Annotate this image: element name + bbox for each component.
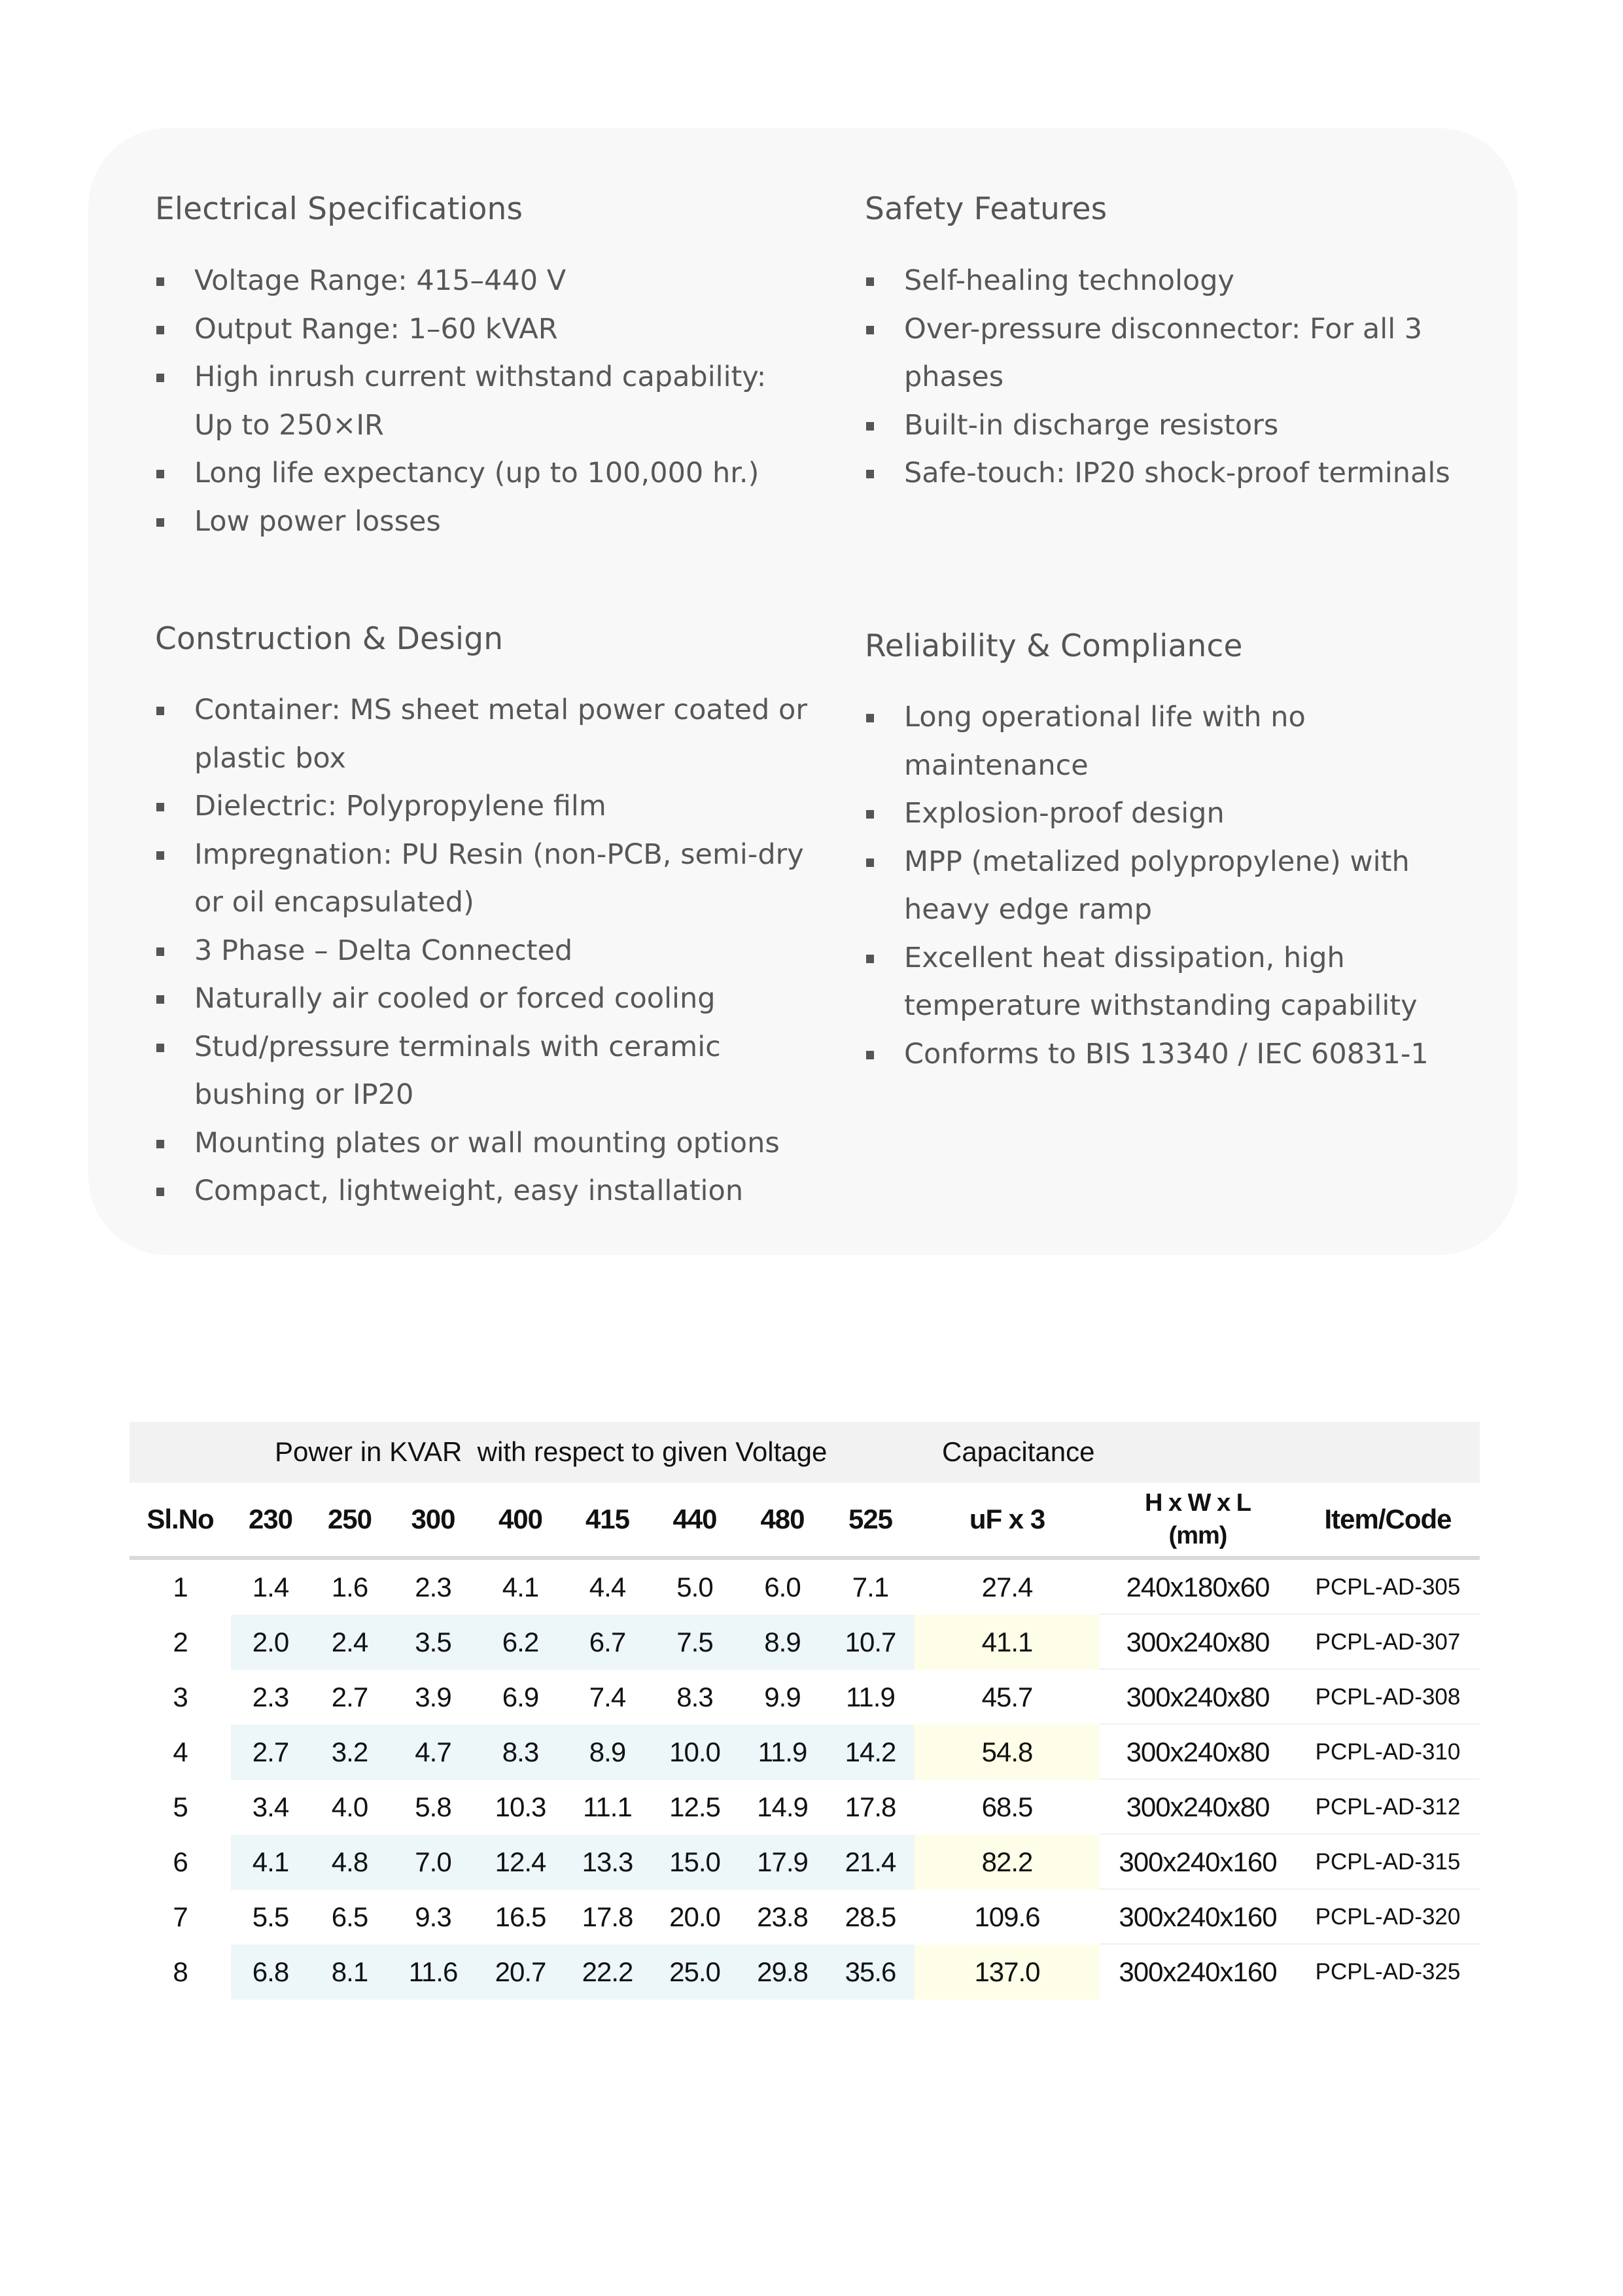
cell-v415: 4.4 bbox=[589, 1572, 626, 1602]
bullet-list bbox=[865, 694, 1493, 1078]
list-item bbox=[155, 498, 809, 546]
cell-v415: 11.1 bbox=[583, 1792, 632, 1822]
cell-cap: 82.2 bbox=[915, 1835, 1100, 1890]
cell-v300: 3.5 bbox=[389, 1615, 477, 1670]
square-bullet-icon bbox=[156, 518, 164, 527]
column-header-250: 250 bbox=[327, 1504, 372, 1534]
list-item-text: Explosion-proof design bbox=[904, 797, 1225, 830]
list-item bbox=[155, 783, 829, 831]
table-row bbox=[130, 1780, 1480, 1835]
cell-cap: 109.6 bbox=[974, 1901, 1040, 1932]
list-item-text: Over-pressure disconnector: For all 3 phases bbox=[904, 312, 1423, 393]
list-item bbox=[155, 1120, 829, 1168]
square-bullet-icon bbox=[866, 326, 874, 334]
cell-v525: 17.8 bbox=[845, 1792, 896, 1822]
list-item-text: Long operational life with no maintenance bbox=[904, 701, 1306, 782]
cell-v230: 2.0 bbox=[231, 1615, 310, 1670]
list-item-text: Low power losses bbox=[194, 504, 441, 538]
cell-code: PCPL-AD-325 bbox=[1315, 1959, 1461, 1985]
list-item-text: Compact, lightweight, easy installation bbox=[194, 1174, 744, 1207]
square-bullet-icon bbox=[156, 374, 164, 382]
square-bullet-icon bbox=[156, 947, 164, 956]
cell-v250: 4.0 bbox=[331, 1792, 368, 1822]
dimensions-header-line2: (mm) bbox=[1168, 1522, 1227, 1549]
square-bullet-icon bbox=[156, 326, 164, 334]
list-item-text: Stud/pressure terminals with ceramic bushing or IP20 bbox=[194, 1030, 721, 1111]
list-item-text: Output Range: 1–60 kVAR bbox=[194, 312, 558, 345]
cell-sl: 6 bbox=[173, 1846, 188, 1877]
list-item-text: Conforms to BIS 13340 / IEC 60831-1 bbox=[904, 1037, 1429, 1070]
column-header-400: 400 bbox=[498, 1504, 543, 1534]
capacitance-group-header: Capacitance bbox=[942, 1436, 1095, 1467]
list-item-text: Dielectric: Polypropylene film bbox=[194, 790, 606, 822]
table-row bbox=[130, 1725, 1480, 1780]
cell-cap: 137.0 bbox=[915, 1945, 1100, 2000]
cell-sl: 4 bbox=[173, 1737, 188, 1767]
column-header-440: 440 bbox=[672, 1504, 717, 1534]
cell-dim: 240x180x60 bbox=[1126, 1572, 1270, 1602]
table-row bbox=[130, 1890, 1480, 1945]
cell-v525: 10.7 bbox=[826, 1615, 915, 1670]
cell-v440: 20.0 bbox=[669, 1901, 720, 1932]
cell-dim: 300x240x80 bbox=[1126, 1627, 1270, 1657]
electrical-specifications-section bbox=[155, 190, 809, 546]
cell-v415: 6.7 bbox=[564, 1615, 651, 1670]
cell-code: PCPL-AD-305 bbox=[1315, 1574, 1461, 1600]
list-item-text: MPP (metalized polypropylene) with heavy edge ramp bbox=[904, 845, 1410, 926]
square-bullet-icon bbox=[866, 714, 874, 722]
cell-v250: 6.5 bbox=[331, 1901, 368, 1932]
cell-sl: 8 bbox=[173, 1956, 188, 1987]
cell-v440: 12.5 bbox=[669, 1792, 720, 1822]
cell-code: PCPL-AD-312 bbox=[1315, 1794, 1461, 1820]
square-bullet-icon bbox=[866, 470, 874, 478]
cell-v525: 35.6 bbox=[826, 1945, 915, 2000]
bullet-list bbox=[155, 257, 809, 546]
table-row bbox=[130, 1670, 1480, 1725]
list-item bbox=[155, 1167, 829, 1216]
cell-code: PCPL-AD-310 bbox=[1315, 1739, 1461, 1765]
square-bullet-icon bbox=[156, 470, 164, 478]
square-bullet-icon bbox=[156, 803, 164, 811]
square-bullet-icon bbox=[866, 858, 874, 867]
bullet-list bbox=[865, 257, 1493, 498]
cell-dim: 300x240x80 bbox=[1126, 1792, 1270, 1822]
cell-v250: 2.4 bbox=[310, 1615, 389, 1670]
cell-v400: 16.5 bbox=[495, 1901, 546, 1932]
cell-v415: 13.3 bbox=[564, 1835, 651, 1890]
cell-cap: 54.8 bbox=[915, 1725, 1100, 1780]
list-item bbox=[155, 975, 829, 1023]
cell-v480: 14.9 bbox=[757, 1792, 808, 1822]
table-row bbox=[130, 1945, 1480, 2000]
table-column-header-row bbox=[130, 1483, 1480, 1556]
list-item-text: Container: MS sheet metal power coated or plastic box bbox=[194, 694, 807, 775]
cell-dim: 300x240x160 bbox=[1119, 1846, 1277, 1877]
list-item-text: Naturally air cooled or forced cooling bbox=[194, 982, 716, 1015]
list-item bbox=[865, 306, 1493, 402]
cell-v525: 14.2 bbox=[826, 1725, 915, 1780]
cell-sl: 5 bbox=[173, 1792, 188, 1822]
cell-code: PCPL-AD-308 bbox=[1315, 1684, 1461, 1710]
cell-dim: 300x240x160 bbox=[1119, 1901, 1277, 1932]
cell-v525: 28.5 bbox=[845, 1901, 896, 1932]
cell-code: PCPL-AD-320 bbox=[1315, 1904, 1461, 1930]
cell-cap: 27.4 bbox=[981, 1572, 1033, 1602]
cell-v480: 6.0 bbox=[764, 1572, 801, 1602]
reliability-compliance-section bbox=[865, 627, 1493, 1078]
cell-v440: 7.5 bbox=[651, 1615, 739, 1670]
cell-v300: 7.0 bbox=[389, 1835, 477, 1890]
square-bullet-icon bbox=[156, 995, 164, 1004]
column-header-300: 300 bbox=[411, 1504, 455, 1534]
cell-v480: 11.9 bbox=[739, 1725, 826, 1780]
cell-sl: 7 bbox=[173, 1901, 188, 1932]
square-bullet-icon bbox=[866, 277, 874, 286]
cell-v300: 9.3 bbox=[415, 1901, 451, 1932]
cell-v230: 4.1 bbox=[231, 1835, 310, 1890]
square-bullet-icon bbox=[866, 1051, 874, 1059]
cell-v250: 8.1 bbox=[310, 1945, 389, 2000]
table-row bbox=[130, 1835, 1480, 1890]
cell-code: PCPL-AD-315 bbox=[1315, 1849, 1461, 1875]
kvar-spec-table bbox=[130, 1422, 1480, 2000]
square-bullet-icon bbox=[156, 851, 164, 860]
cell-v230: 2.3 bbox=[252, 1682, 289, 1712]
list-item bbox=[155, 686, 829, 783]
cell-v440: 15.0 bbox=[651, 1835, 739, 1890]
dimensions-header-line1: H x W x L bbox=[1144, 1489, 1251, 1517]
cell-cap: 68.5 bbox=[981, 1792, 1033, 1822]
cell-v300: 4.7 bbox=[389, 1725, 477, 1780]
table-row bbox=[130, 1615, 1480, 1670]
cell-sl: 3 bbox=[173, 1682, 188, 1712]
cell-v400: 6.9 bbox=[502, 1682, 539, 1712]
cell-v400: 8.3 bbox=[477, 1725, 564, 1780]
list-item-text: 3 Phase – Delta Connected bbox=[194, 934, 573, 967]
cell-dim: 300x240x80 bbox=[1126, 1682, 1270, 1712]
construction-design-section bbox=[155, 620, 829, 1216]
cell-v480: 8.9 bbox=[739, 1615, 826, 1670]
cell-v230: 1.4 bbox=[252, 1572, 289, 1602]
list-item bbox=[865, 934, 1493, 1031]
column-header-item-code: Item/Code bbox=[1324, 1504, 1452, 1534]
column-header-230: 230 bbox=[248, 1504, 293, 1534]
power-group-header: Power in KVAR with respect to given Voltage bbox=[275, 1436, 828, 1467]
cell-v230: 5.5 bbox=[252, 1901, 289, 1932]
cell-v300: 3.9 bbox=[415, 1682, 451, 1712]
cell-v250: 1.6 bbox=[331, 1572, 368, 1602]
list-item bbox=[865, 450, 1493, 498]
cell-v400: 10.3 bbox=[495, 1792, 546, 1822]
cell-v415: 17.8 bbox=[582, 1901, 633, 1932]
cell-v440: 25.0 bbox=[651, 1945, 739, 2000]
list-item bbox=[155, 1023, 829, 1120]
list-item bbox=[155, 353, 809, 450]
cell-v400: 6.2 bbox=[477, 1615, 564, 1670]
list-item bbox=[865, 257, 1493, 306]
table-body bbox=[130, 1560, 1480, 2000]
cell-v250: 3.2 bbox=[310, 1725, 389, 1780]
column-header-dimensions bbox=[1100, 1483, 1296, 1556]
cell-v400: 4.1 bbox=[502, 1572, 539, 1602]
cell-v400: 12.4 bbox=[477, 1835, 564, 1890]
cell-v300: 11.6 bbox=[389, 1945, 477, 2000]
cell-v415: 7.4 bbox=[589, 1682, 626, 1712]
list-item bbox=[155, 257, 809, 306]
square-bullet-icon bbox=[866, 955, 874, 963]
square-bullet-icon bbox=[156, 277, 164, 286]
list-item-text: Long life expectancy (up to 100,000 hr.) bbox=[194, 457, 759, 489]
square-bullet-icon bbox=[156, 1044, 164, 1052]
list-item bbox=[155, 927, 829, 976]
cell-v525: 11.9 bbox=[846, 1682, 895, 1712]
square-bullet-icon bbox=[156, 1188, 164, 1196]
square-bullet-icon bbox=[866, 810, 874, 819]
list-item-text: Safe-touch: IP20 shock-proof terminals bbox=[904, 457, 1450, 489]
list-item bbox=[865, 790, 1493, 838]
column-header-525: 525 bbox=[848, 1504, 893, 1534]
cell-v230: 2.7 bbox=[231, 1725, 310, 1780]
cell-sl: 1 bbox=[173, 1572, 188, 1602]
cell-v250: 2.7 bbox=[331, 1682, 368, 1712]
cell-v400: 20.7 bbox=[477, 1945, 564, 2000]
list-item bbox=[155, 450, 809, 498]
square-bullet-icon bbox=[866, 422, 874, 431]
cell-v250: 4.8 bbox=[310, 1835, 389, 1890]
list-item bbox=[865, 402, 1493, 450]
column-header-480: 480 bbox=[760, 1504, 805, 1534]
list-item bbox=[865, 838, 1493, 934]
table-row bbox=[130, 1560, 1480, 1615]
cell-v440: 5.0 bbox=[676, 1572, 713, 1602]
cell-v230: 3.4 bbox=[252, 1792, 289, 1822]
cell-dim: 300x240x80 bbox=[1126, 1737, 1270, 1767]
cell-v525: 7.1 bbox=[852, 1572, 889, 1602]
cell-v440: 10.0 bbox=[651, 1725, 739, 1780]
cell-v415: 8.9 bbox=[564, 1725, 651, 1780]
list-item-text: Excellent heat dissipation, high temperature withstanding capability bbox=[904, 941, 1418, 1022]
column-header-sl-no: Sl.No bbox=[147, 1504, 214, 1534]
bullet-list bbox=[155, 686, 829, 1216]
cell-dim: 300x240x160 bbox=[1119, 1956, 1277, 1987]
cell-sl: 2 bbox=[173, 1627, 188, 1657]
cell-v480: 23.8 bbox=[757, 1901, 808, 1932]
list-item bbox=[155, 306, 809, 354]
cell-v480: 9.9 bbox=[764, 1682, 801, 1712]
cell-v230: 6.8 bbox=[231, 1945, 310, 2000]
cell-v300: 2.3 bbox=[415, 1572, 451, 1602]
cell-v300: 5.8 bbox=[415, 1792, 451, 1822]
square-bullet-icon bbox=[156, 707, 164, 715]
list-item-text: Voltage Range: 415–440 V bbox=[194, 264, 567, 297]
safety-features-section bbox=[865, 190, 1493, 498]
list-item-text: Mounting plates or wall mounting options bbox=[194, 1126, 780, 1159]
column-header-capacitance: uF x 3 bbox=[969, 1504, 1045, 1534]
list-item bbox=[155, 831, 829, 927]
cell-cap: 41.1 bbox=[915, 1615, 1100, 1670]
cell-v440: 8.3 bbox=[676, 1682, 713, 1712]
section-title: Electrical Specifications bbox=[155, 191, 523, 227]
table-group-header bbox=[130, 1422, 1480, 1483]
cell-v480: 17.9 bbox=[739, 1835, 826, 1890]
list-item-text: Self-healing technology bbox=[904, 264, 1234, 297]
column-header-415: 415 bbox=[585, 1504, 630, 1534]
section-title: Reliability & Compliance bbox=[865, 628, 1243, 664]
square-bullet-icon bbox=[156, 1140, 164, 1148]
cell-v480: 29.8 bbox=[739, 1945, 826, 2000]
list-item-text: Impregnation: PU Resin (non-PCB, semi-dry or oil encapsulated) bbox=[194, 838, 804, 919]
cell-code: PCPL-AD-307 bbox=[1315, 1629, 1461, 1655]
list-item bbox=[865, 1031, 1493, 1079]
cell-v525: 21.4 bbox=[826, 1835, 915, 1890]
list-item bbox=[865, 694, 1493, 790]
list-item-text: Built-in discharge resistors bbox=[904, 408, 1279, 442]
cell-cap: 45.7 bbox=[981, 1682, 1033, 1712]
section-title: Construction & Design bbox=[155, 621, 504, 657]
section-title: Safety Features bbox=[865, 191, 1108, 227]
cell-v415: 22.2 bbox=[564, 1945, 651, 2000]
list-item-text: High inrush current withstand capability: Up to 250×IR bbox=[194, 361, 767, 442]
